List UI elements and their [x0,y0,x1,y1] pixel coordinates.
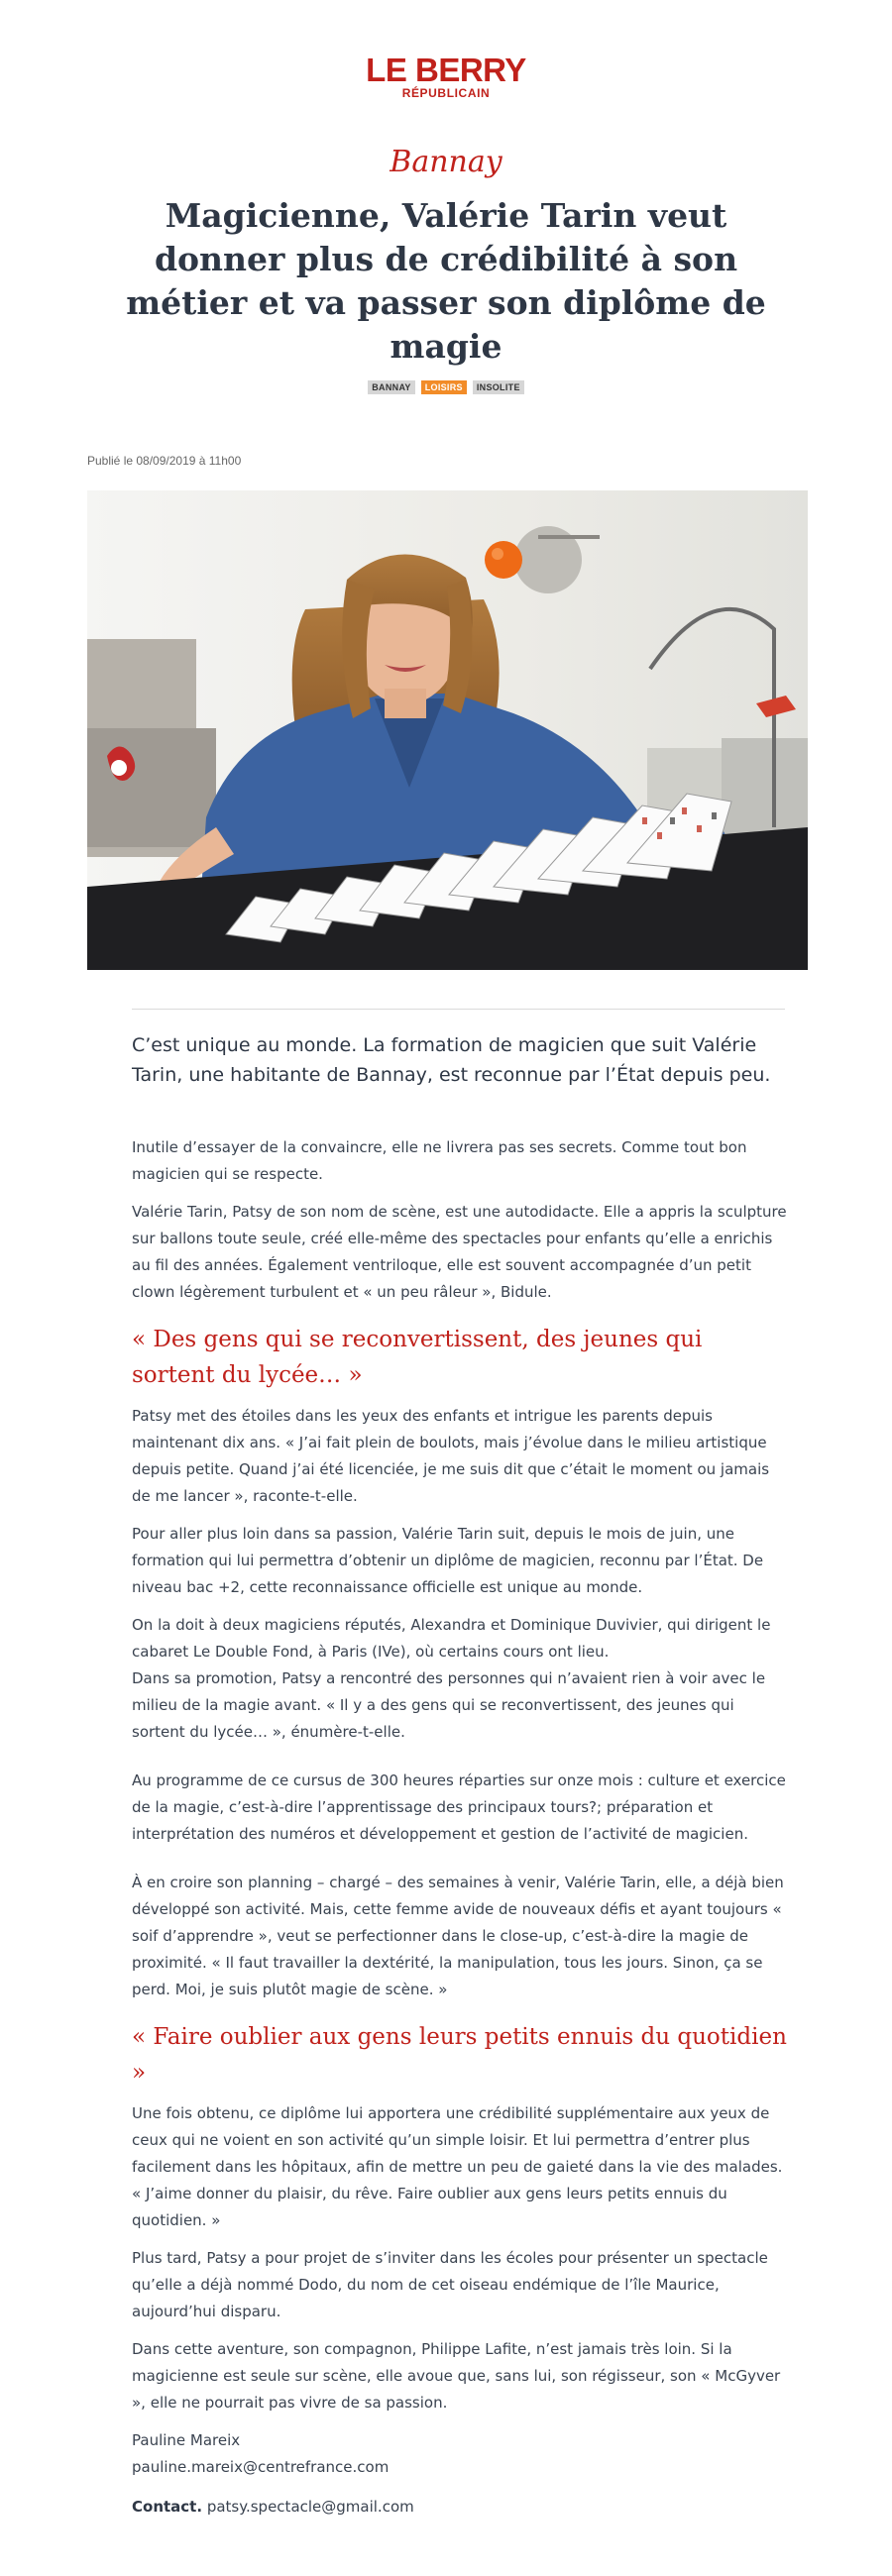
paragraph: Inutile d’essayer de la convaincre, elle ne livrera pas ses secrets. Comme tout bon magicien qui se respecte. [132,1138,747,1183]
article-headline: Magicienne, Valérie Tarin veut donner plus de crédibilité à son métier et va passer son diplôme de magie [126,196,766,366]
tag-loisirs[interactable]: LOISIRS [421,380,467,394]
lead-divider [132,1009,785,1010]
tag-bannay[interactable]: BANNAY [368,380,414,394]
article-kicker: Bannay [390,145,502,179]
paragraph: Valérie Tarin, Patsy de son nom de scène, est une autodidacte. Elle a appris la sculpture sur ballons toute seule, créé elle-même des spectacles pour enfants qu’elle a enrichis au fil des années. Également ventriloque, elle est souvent accompagnée d’un petit clown légèrement turbulent et « un peu râleur », Bidule. [132,1203,787,1301]
paragraph: Plus tard, Patsy a pour projet de s’inviter dans les écoles pour présenter un spectacle qu’elle a déjà nommé Dodo, du nom de cet oiseau endémique de l’île Maurice, aujourd’hui disparu. [132,2249,768,2320]
paragraph: Dans cette aventure, son compagnon, Philippe Lafite, n’est jamais très loin. Si la magicienne est seule sur scène, elle avoue que, sans lui, son régisseur, son « McGyver », elle ne pourrait pas vivre de sa passion. [132,2340,781,2412]
tag-insolite[interactable]: INSOLITE [473,380,524,394]
paragraph: Une fois obtenu, ce diplôme lui apportera une crédibilité supplémentaire aux yeux de ceux qui ne voient en son activité qu’un simple loisir. Et lui permettra d’entrer plus facilement dans les hôpitaux, afin de mettre un peu de gaieté dans la vie des malades. « J’aime donner du plaisir, du rêve. Faire oublier aux gens leurs petits ennuis du quotidien. » [132,2104,783,2229]
paragraph: On la doit à deux magiciens réputés, Alexandra et Dominique Duvivier, qui dirigent le cabaret Le Double Fond, à Paris (IVe), où certains cours ont lieu. [132,1616,771,1661]
article-body [132,1134,791,2521]
subheading-reconvertissent: « Des gens qui se reconvertissent, des jeunes qui sortent du lycée… » [132,1327,703,1388]
paragraph: À en croire son planning – chargé – des semaines à venir, Valérie Tarin, elle, a déjà bien développé son activité. Mais, cette femme avide de nouveaux défis et ayant toujours « soif d’apprendre », veut se perfectionner dans le close-up, c’est-à-dire la magie de proximité. « Il faut travailler la dextérité, la manipulation, tous les jours. Sinon, ça se perd. Moi, je suis plutôt magie de scène. » [132,1874,784,1998]
logo-main: LE BERRY [366,52,526,88]
publish-date: Publié le 08/09/2019 à 11h00 [87,454,242,468]
contact-label: Contact. [132,2498,203,2516]
tag-list [0,380,892,394]
contact-line [132,2494,791,2521]
subheading-faire-oublier: « Faire oublier aux gens leurs petits ennuis du quotidien » [132,2024,787,2086]
paragraph: Pour aller plus loin dans sa passion, Valérie Tarin suit, depuis le mois de juin, une formation qui lui permettra d’obtenir un diplôme de magicien, reconnu par l’État. De niveau bac +2, cette reconnaissance officielle est unique au monde. [132,1525,764,1596]
author-name: Pauline Mareix [132,2431,241,2449]
author-email[interactable]: pauline.mareix@centrefrance.com [132,2458,390,2476]
logo-sub: RÉPUBLICAIN [401,86,491,100]
article-lead: C’est unique au monde. La formation de magicien que suit Valérie Tarin, une habitante de Bannay, est reconnue par l’État depuis peu. [132,1034,771,1086]
paragraph: Au programme de ce cursus de 300 heures réparties sur onze mois : culture et exercice de la magie, c’est-à-dire l’apprentissage des principaux tours?; préparation et interprétation des numéros et développement et gestion de l’activité de magicien. [132,1771,786,1843]
paragraph: Patsy met des étoiles dans les yeux des enfants et intrigue les parents depuis maintenant dix ans. « J’ai fait plein de boulots, mais j’évolue dans le milieu artistique depuis petite. Quand j’ai été licenciée, je me suis dit que c’était le moment ou jamais de me lancer », raconte-t-elle. [132,1407,770,1505]
article-photo [87,490,808,970]
contact-email[interactable]: patsy.spectacle@gmail.com [206,2498,414,2516]
site-logo[interactable] [0,54,892,99]
paragraph: Dans sa promotion, Patsy a rencontré des personnes qui n’avaient rien à voir avec le milieu de la magie avant. « Il y a des gens qui se reconvertissent, des jeunes qui sortent du lycée… », énumère-t-elle. [132,1669,766,1741]
